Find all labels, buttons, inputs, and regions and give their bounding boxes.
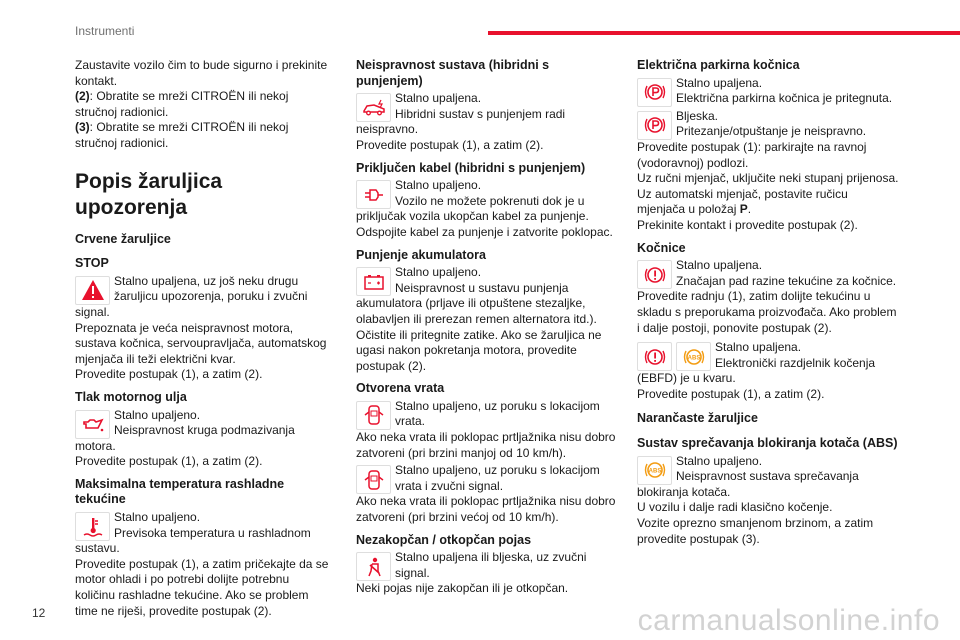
brake-warning-icon bbox=[637, 342, 672, 371]
brakes-description: Provedite radnju (1), zatim dolijte tekućinu u skladu s preporukama proizvođača. Ako problem i dalje postoji, ponovite postupak (2). bbox=[637, 289, 897, 335]
stop-status: Stalno upaljena, uz još neku drugu žaruljicu upozorenja, poruku i zvučni signal. bbox=[75, 273, 308, 319]
page-number: 12 bbox=[32, 606, 46, 620]
column-1 bbox=[75, 58, 330, 619]
charging-plug-icon bbox=[356, 180, 391, 209]
stop-heading: STOP bbox=[75, 256, 109, 271]
open-door-icon bbox=[356, 401, 391, 430]
stop-warning-block bbox=[75, 274, 330, 383]
coolant-status: Stalno upaljeno. bbox=[114, 510, 201, 525]
coolant-temperature-icon bbox=[75, 512, 110, 541]
battery-heading: Punjenje akumulatora bbox=[356, 247, 486, 262]
page-header-title: Instrumenti bbox=[75, 24, 135, 38]
door-a-description: Ako neka vrata ili poklopac prtljažnika nisu dobro zatvoreni (pri brzini manjoj od 10 km/h). bbox=[356, 430, 616, 460]
cable-detail: Vozilo ne možete pokrenuti dok je u priključak vozila ukopčan kabel za punjenje. bbox=[356, 193, 589, 224]
battery-block bbox=[356, 265, 618, 374]
door-b-description: Ako neka vrata ili poklopac prtljažnika nisu dobro zatvoreni (pri brzini većoj od 10 km/h). bbox=[356, 494, 616, 525]
door-heading: Otvorena vrata bbox=[356, 381, 445, 396]
epb-description: Provedite postupak (1): parkirajte na ravnoj (vodoravnoj) podlozi. Uz ručni mjenjač, uključite neki stupanj prijenosa. Uz automatski mjenjač, postavite ručicu mjenjača u položaj P. Prekinite kontakt i provedite postupak (2). bbox=[637, 139, 899, 232]
brakes-detail: Značajan pad razine tekućine za kočnice. bbox=[676, 273, 897, 288]
oil-warning-block bbox=[75, 408, 330, 470]
epb-b-status: Bljeska. bbox=[676, 108, 719, 123]
epb-b-detail: Pritezanje/otpuštanje je neispravno. bbox=[676, 124, 867, 139]
hybrid-fault-heading: Neispravnost sustava (hibridni s punjenjem) bbox=[356, 58, 550, 88]
red-lights-heading: Crvene žaruljice bbox=[75, 231, 171, 246]
orange-lights-heading: Narančaste žaruljice bbox=[637, 411, 758, 426]
epb-heading: Električna parkirna kočnica bbox=[637, 58, 800, 72]
brakes-block bbox=[637, 258, 899, 336]
parking-brake-icon bbox=[637, 111, 672, 140]
oil-status: Stalno upaljeno. bbox=[114, 407, 201, 422]
svg-text:ABS: ABS bbox=[687, 355, 700, 362]
battery-detail: Neispravnost u sustavu punjenja akumulatora (prljave ili otpuštene stezaljke, olabavljen ili prerezan remen alternatora itd.). bbox=[356, 280, 597, 326]
cable-description: Odspojite kabel za punjenje i zatvorite poklopac. bbox=[356, 224, 613, 239]
oil-can-icon bbox=[75, 410, 110, 439]
cable-status: Stalno upaljeno. bbox=[395, 178, 482, 193]
abs-description: U vozilu i dalje radi klasično kočenje. Vozite oprezno smanjenom brzinom, a zatim provedite postupak (3). bbox=[637, 500, 874, 546]
stop-warning-triangle-icon bbox=[75, 276, 110, 305]
intro-text-1: Zaustavite vozilo čim to bude sigurno i prekinite kontakt. bbox=[75, 58, 328, 88]
cable-block bbox=[356, 178, 618, 240]
coolant-description: Provedite postupak (1), a zatim pričekajte da se motor ohladi i po potrebi dolijte potrebnu količinu rashladne tekućine. Ako se problem time ne riješi, provedite postupak (2). bbox=[75, 556, 329, 618]
battery-description: Očistite ili pritegnite zatike. Ako se žaruljica ne ugasi nakon pokretanja motora, provedite postupak (2). bbox=[356, 327, 602, 373]
hybrid-fault-status: Stalno upaljena. bbox=[395, 91, 482, 106]
belt-status: Stalno upaljena ili bljeska, uz zvučni signal. bbox=[395, 550, 587, 580]
door-block-a bbox=[356, 399, 618, 461]
watermark: carmanualsonline.info bbox=[637, 604, 940, 637]
column-2 bbox=[356, 58, 618, 597]
oil-detail: Neispravnost kruga podmazivanja motora. bbox=[75, 423, 295, 453]
ebfd-block bbox=[637, 340, 899, 402]
hybrid-fault-block bbox=[356, 91, 618, 153]
hybrid-fault-detail: Hibridni sustav s punjenjem radi neispravno. bbox=[356, 106, 566, 137]
svg-text:ABS: ABS bbox=[648, 468, 661, 475]
open-door-icon bbox=[356, 465, 391, 494]
epb-a-status: Stalno upaljena. bbox=[676, 75, 763, 90]
abs-status: Stalno upaljeno. bbox=[676, 453, 763, 468]
door-b-status: Stalno upaljeno, uz poruku s lokacijom vrata i zvučni signal. bbox=[395, 463, 600, 493]
coolant-detail: Previsoka temperatura u rashladnom sustavu. bbox=[75, 525, 311, 556]
seat-belt-icon bbox=[356, 552, 391, 581]
brakes-status: Stalno upaljena. bbox=[676, 258, 763, 273]
abs-block bbox=[637, 454, 899, 548]
hybrid-fault-description: Provedite postupak (1), a zatim (2). bbox=[356, 137, 544, 152]
oil-heading: Tlak motornog ulja bbox=[75, 389, 187, 404]
ebfd-description: Provedite postupak (1), a zatim (2). bbox=[637, 386, 825, 401]
section-title: Popis žaruljica upozorenja bbox=[75, 169, 223, 219]
belt-description: Neki pojas nije zakopčan ili je otkopčan. bbox=[356, 581, 569, 596]
abs-icon bbox=[637, 456, 672, 485]
belt-block bbox=[356, 550, 618, 597]
parking-brake-icon bbox=[637, 78, 672, 107]
intro-text-2: (2): Obratite se mreži CITROËN ili nekoj stručnoj radionici. bbox=[75, 89, 289, 119]
ebfd-status: Stalno upaljena. bbox=[715, 340, 802, 355]
door-block-b bbox=[356, 463, 618, 525]
belt-heading: Nezakopčan / otkopčan pojas bbox=[356, 532, 532, 547]
epb-block-b bbox=[637, 109, 899, 234]
stop-description: Prepoznata je veća neispravnost motora, sustava kočnica, servoupravljača, automatskog mjenjača ili teži električni kvar. Provedite postupak (1), a zatim (2). bbox=[75, 320, 327, 382]
column-3 bbox=[637, 58, 899, 547]
hybrid-car-icon bbox=[356, 93, 391, 122]
epb-a-detail: Električna parkirna kočnica je pritegnuta. bbox=[676, 91, 893, 106]
battery-icon bbox=[356, 267, 391, 296]
cable-heading: Priključen kabel (hibridni s punjenjem) bbox=[356, 160, 586, 175]
coolant-warning-block bbox=[75, 510, 330, 619]
abs-icon bbox=[676, 342, 711, 371]
coolant-heading: Maksimalna temperatura rashladne tekućine bbox=[75, 476, 285, 507]
ebfd-detail: Elektronički razdjelnik kočenja (EBFD) je u kvaru. bbox=[637, 355, 876, 386]
brake-warning-icon bbox=[637, 260, 672, 289]
abs-heading: Sustav sprečavanja blokiranja kotača (ABS) bbox=[637, 436, 898, 451]
header-accent-bar bbox=[488, 31, 960, 35]
oil-description: Provedite postupak (1), a zatim (2). bbox=[75, 454, 263, 469]
door-a-status: Stalno upaljeno, uz poruku s lokacijom vrata. bbox=[395, 398, 600, 429]
brakes-heading: Kočnice bbox=[637, 240, 686, 255]
intro-text-3: (3): Obratite se mreži CITROËN ili nekoj stručnoj radionici. bbox=[75, 120, 289, 150]
battery-status: Stalno upaljeno. bbox=[395, 265, 482, 280]
abs-detail: Neispravnost sustava sprečavanja blokiranja kotača. bbox=[637, 469, 859, 499]
epb-block-a bbox=[637, 76, 899, 107]
